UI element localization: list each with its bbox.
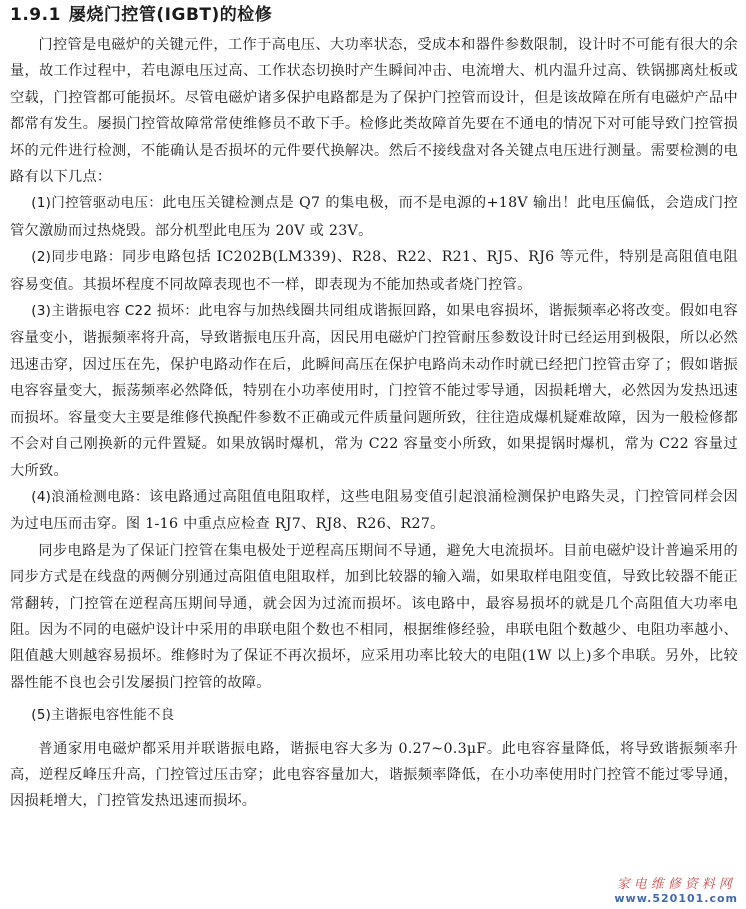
watermark-title: 家电维修资料网 (616, 877, 736, 892)
item-3-body: 此电容与加热线圈共同组成谐振回路，如果电容损坏，谐振频率必将改变。假如电容容量变小，谐振频率将升高，导致谐振电压升高，因民用电磁炉门控管耐压参数设计时已经运用到极限，所以必然迅速击穿，因过压在先，保护电路动作在后，此瞬间高压在保护电路尚未动作时就已经把门控管击穿了；假如谐振电容容量变大，振荡频率必然降低，特别在小功率使用时，门控管不能过零导通，因损耗增大，必然因为发热迅速而损坏。容量变大主要是维修代换配件参数不正确或元件质量问题所致，往往造成爆机疑难故障，因为一般检修都不会对自己刚换新的元件置疑。如果放锅时爆机，常为 C22 容量变小所致，如果提锅时爆机，常为 C22 容量过大所致。 (10, 303, 738, 479)
item-5-body: 普通家用电磁炉都采用并联谐振电路，谐振电容大多为 0.27~0.3μF。此电容容量降低，将导致谐振频率升高，逆程反峰压升高，门控管过压击穿；此电容容量加大，谐振频率降低，在小功率使用时门控管不能过零导通，因损耗增大，门控管发热迅速而损坏。 (10, 740, 738, 810)
section-heading (10, 4, 738, 26)
section-title: 屡烧门控管(IGBT)的检修 (68, 5, 273, 25)
item-3-lead: (3)主谐振电容 C22 损坏： (31, 304, 199, 320)
item-5-lead: (5)主谐振电容性能不良 (31, 708, 175, 724)
item-2-paragraph (10, 244, 738, 298)
watermark-url: www.520101.com (614, 892, 738, 905)
item-1-lead: (1)门控管驱动电压： (31, 196, 163, 212)
item-1-body: 此电压关键检测点是 Q7 的集电极，而不是电源的+18V 输出！此电压偏低，会造成门控管欠激励而过热烧毁。部分机型此电压为 20V 或 23V。 (10, 195, 738, 239)
intro-paragraph: 门控管是电磁炉的关键元件，工作于高电压、大功率状态，受成本和器件参数限制，设计时不可能有很大的余量，故工作过程中，若电源电压过高、工作状态切换时产生瞬间冲击、电流增大、机内温升过高、铁锅挪离灶板或空载，门控管都可能损坏。尽管电磁炉诸多保护电路都是为了保护门控管而设计，但是该故障在所有电磁炉产品中都常有发生。屡损门控管故障常常使维修员不敢下手。检修此类故障首先要在不通电的情况下对可能导致门控管损坏的元件进行检测，不能确认是否损坏的元件要代换解决。然后不接线盘对各关键点电压进行测量。需要检测的电路有以下几点： (10, 37, 738, 186)
item-2-body: 同步电路包括 IC202B(LM339)、R28、R22、R21、RJ5、RJ6 等元件，特别是高阻值电阻容易变值。其损坏程度不同故障表现也不一样，即表现为不能加热或者烧门控管。 (10, 249, 738, 293)
sync-paragraph: 同步电路是为了保证门控管在集电极处于逆程高压期间不导通，避免大电流损坏。目前电磁炉设计普遍采用的同步方式是在线盘的两侧分别通过高阻值电阻取样，加到比较器的输入端，如果取样电阻变值，导致比较器不能正常翻转，门控管在逆程高压期间导通，就会因为过流而损坏。该电路中，最容易损坏的就是几个高阻值大功率电阻。因为不同的电磁炉设计中采用的串联电阻个数也不相同，根据维修经验，串联电阻个数越少、电阻功率越小、阻值越大则越容易损坏。维修时为了保证不再次损坏，应采用功率比较大的电阻(1W 以上)多个串联。另外，比较器性能不良也会引发屡损门控管的故障。 (10, 542, 738, 691)
site-watermark (614, 873, 738, 905)
document-page (10, 4, 738, 815)
item-5-heading (10, 702, 738, 729)
item-4-body: 该电路通过高阻值电阻取样，这些电阻易变值引起浪涌检测保护电路失灵，门控管同样会因为过电压而击穿。图 1-16 中重点应检查 RJ7、RJ8、R26、R27。 (10, 488, 739, 533)
item-4-lead: (4)浪涌检测电路： (31, 489, 149, 505)
item-2-lead: (2)同步电路： (31, 250, 123, 266)
item-3-paragraph (10, 298, 738, 484)
item-1-paragraph (10, 190, 738, 244)
item-4-paragraph (10, 484, 738, 538)
section-number: 1.9.1 (10, 5, 61, 25)
